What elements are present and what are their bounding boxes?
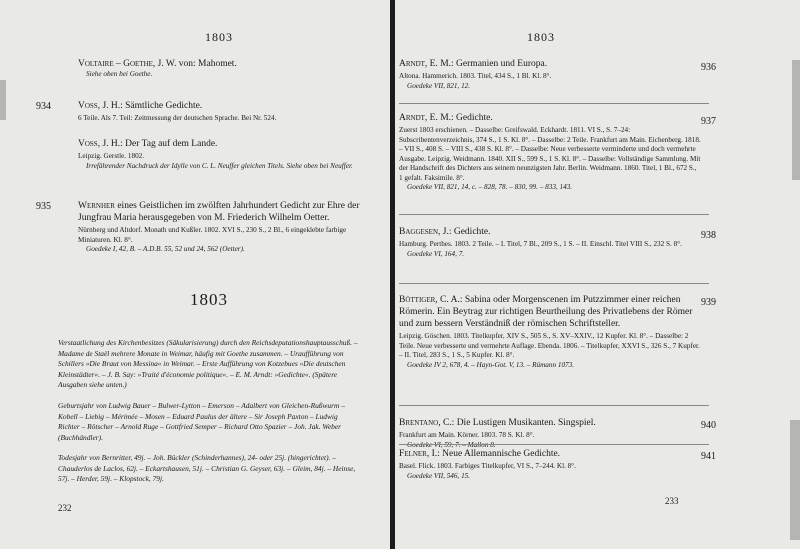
entry-description: Leipzig. Gerstle. 1802.	[78, 152, 145, 160]
page-number: 233	[665, 496, 679, 506]
entry-divider	[399, 283, 709, 284]
entry-description: Zuerst 1803 erschienen. – Dasselbe: Greifswald. Eckhardt. 1811. VI S., S. 7–24: Subscribentenverzeichnis, 374 S., 1 S. Kl. 8°. – Dasselbe: 2 Teile. Frankfurt am Main. Eichenberg. 1818. – VII S., 408 S. – VIII S., 438 S. Kl. 8°. – Dasselbe: Neue verbesserte vermindertе und doch vermehrte Ausgabe. Leipzig. Weidmann. 1840. XII S., 599 S., 1 S. Kl. 8°. – Dasselbe: Vollständige Sammlung. Mit der Handschrift des Dichters aus seinem neunzigsten Jahr. Berlin. Weidmann. 1860. Titel, 1 Bl., 672 S., 1 gefalt. Faksimile. 8°.	[399, 126, 701, 182]
entry-author: Baggesen,	[399, 227, 441, 237]
entry-description: Basel. Flick. 1803. Farbiges Titelkupfer, VI S., 7–244. Kl. 8°.	[399, 462, 576, 470]
entry-number: 934	[36, 101, 51, 112]
entry-reference: Goedeke VII, 821, 14, c. – 828, 78. – 830, 99. – 833, 143.	[407, 183, 573, 191]
entry-divider	[399, 103, 709, 104]
entry-number: 937	[701, 116, 716, 127]
year-heading: 1803	[190, 290, 228, 309]
entry-reference: Goedeke VI, 164, 7.	[407, 249, 465, 258]
entry-number: 938	[701, 230, 716, 241]
entry-author: Wernher	[78, 201, 115, 211]
entry-number: 935	[36, 201, 51, 212]
entry-reference: Goedeke I, 42, B. – A.D.B. 55, 52 und 24, 562 (Oetter).	[86, 245, 245, 253]
entry-voss-tag	[78, 138, 368, 171]
entry-title: C.: Die Lustigen Musikanten. Singspiel.	[440, 418, 596, 428]
entry-description: Frankfurt am Main. Körner. 1803. 78 S. Kl. 8°.	[399, 431, 535, 439]
entry-voss-gedichte	[78, 100, 368, 124]
entry-boettiger	[399, 294, 701, 370]
entry-title: J. H.: Sämtliche Gedichte.	[100, 101, 203, 111]
page-number: 232	[58, 503, 72, 513]
entry-reference: Siehe oben bei Goethe.	[86, 70, 153, 78]
entry-reference: Goedeke VII, 546, 15.	[407, 471, 471, 480]
entry-title: E. M.: Gedichte.	[427, 113, 493, 123]
history-deaths: Todesjahr von Bernritter, 49j. – Joh. Bückler (Schinderhannes), 24- oder 25j. (hingerichtet). – Chauderlos de Laclos, 62j. – Eckartshausen, 51j. – Christian G. Geyser, 63j. – Gleim, 84j. – Heinse, 57j. – Herder, 59j. – Klopstock, 79j.	[58, 453, 356, 484]
entry-description: Leipzig. Göschen. 1803. Titelkupfer, XIV S., 505 S., S. XV–XXIV., 12 Kupfer. Kl. 8°. – Dasselbe: 2 Teile. Neue verbesserte und vermehrte Auflage. Ebenda. 1806. – Titelkupfer, XXVI S., 326 S., 7 Kupfer. – II. Titel, 283 S., 1 S., 5 Kupfer. Kl. 8°.	[399, 332, 700, 359]
entry-reference: Irrefährender Nachdruck der Idylle von C. L. Neuffer gleichen Titels. Siehe oben bei Neuffer.	[86, 161, 353, 170]
entry-reference: Goedeke VII, 821, 12.	[407, 81, 471, 90]
entry-author: Voltaire – Goethe,	[78, 59, 156, 69]
entry-title: J. H.: Der Tag auf dem Lande.	[100, 139, 218, 149]
entry-divider	[399, 444, 709, 445]
entry-title: E. M.: Germanien und Europa.	[427, 59, 548, 69]
entry-description: Nürnberg und Altdorf. Monath und Kußler. 1802. XVI S., 230 S., 2 Bl., 6 eingeklebte farbige Miniaturen. Kl. 8°.	[78, 226, 347, 244]
entry-author: Voss,	[78, 101, 101, 111]
entry-author: Böttiger,	[399, 295, 438, 305]
entry-title: C. A.: Sabina oder Morgenscenen im Putzzimmer einer reichen Römerin. Ein Beytrag zur richtigen Beurtheilung des Privatlebens der Römer und zum bessern Verständniß der römischen Schriftsteller.	[399, 295, 693, 329]
left-page	[0, 0, 390, 549]
entry-number: 936	[701, 62, 716, 73]
entry-title: J. W. von: Mahomet.	[155, 59, 237, 69]
entry-brentano	[399, 417, 701, 450]
page-edge-shadow	[0, 80, 6, 120]
entry-arndt-gedichte	[399, 112, 701, 193]
entry-felner	[399, 448, 701, 481]
entry-description: 6 Teile. Als 7. Teil: Zeitmessung der deutschen Sprache. Bei Nr. 524.	[78, 114, 277, 122]
entry-author: Arndt,	[399, 59, 428, 69]
page-edge-shadow	[790, 420, 800, 540]
entry-title: eines Geistlichen im zwölften Jahrhundert Gedicht zur Ehre der Jungfrau Maria herausgegeben von M. Friederich Wilhelm Oetter.	[78, 201, 360, 223]
running-head: 1803	[205, 30, 233, 44]
entry-divider	[399, 214, 709, 215]
entry-description: Hamburg. Perthes. 1803. 2 Teile. – I. Titel, 7 Bl., 209 S., 1 S. – II. Einschl. Titel VIII S., 232 S. 8°.	[399, 240, 682, 248]
running-head: 1803	[527, 30, 555, 44]
entry-author: Brentano,	[399, 418, 441, 428]
entry-author: Arndt,	[399, 113, 428, 123]
entry-title: I.: Neue Allemannische Gedichte.	[429, 449, 561, 459]
entry-number: 940	[701, 420, 716, 431]
entry-author: Voss,	[78, 139, 101, 149]
entry-number: 941	[701, 451, 716, 462]
entry-author: Felner,	[399, 449, 430, 459]
entry-title: J.: Gedichte.	[440, 227, 491, 237]
entry-arndt-germanien	[399, 58, 701, 91]
entry-divider	[399, 405, 709, 406]
entry-description: Altona. Hammerich. 1803. Titel, 434 S., 1 Bl. Kl. 8°.	[399, 72, 552, 80]
entry-voltaire	[78, 58, 368, 80]
entry-baggesen	[399, 226, 701, 259]
entry-wernher	[78, 200, 368, 255]
page-edge-shadow	[792, 60, 800, 180]
right-page	[395, 0, 800, 549]
history-births: Geburtsjahr von Ludwig Bauer – Bulwer-Lytton – Emerson – Adalbert von Gleichen-Rußwurm – Kobell – Liebig – Mérimée – Mosen – Eduard Paulus der ältere – Sir Joseph Paxton – Ludwig Richter – Rötscher – Arnold Ruge – Gottfried Semper – Richard Otto Spazier – Joh. Jak. Weber (Buchhändler).	[58, 401, 345, 442]
entry-reference: Goedeke IV 2, 678, 4. – Hayn-Got. V, 13. – Rümann 1073.	[407, 360, 575, 369]
history-events: Verstaatlichung des Kirchenbesitzes (Säkularisierung) durch den Reichsdeputationshauptausschuß. – Madame de Staël mehrere Monate in Weimar, häufig mit Goethe zusammen. – Uraufführung von Schillers »Die Braut von Messina« in Weimar. – Erste Aufführung von Kotzebues »Die deutschen Kleinstädter«. – J. B. Say: »Traité d'économie politique«. – E. M. Arndt: »Gedichte«. (Spätere Ausgaben siehe unten.)	[58, 338, 358, 390]
entry-number: 939	[701, 297, 716, 308]
